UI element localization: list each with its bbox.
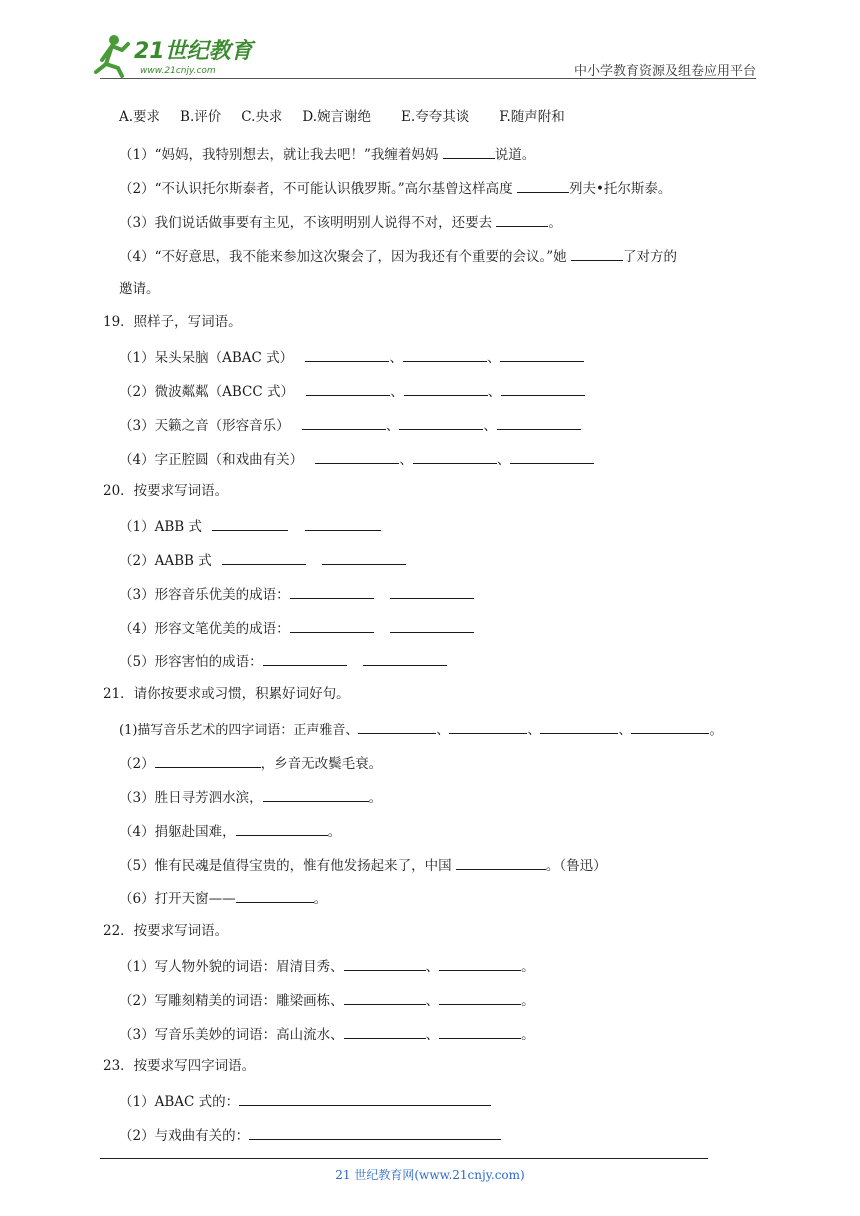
answer-blank[interactable] [344, 1024, 426, 1039]
q18-sentence-4: （4）“不好意思，我不能来参加这次聚会了，因为我还有个重要的会议。”她 了对方的 [119, 246, 677, 266]
page-header [0, 0, 860, 80]
q20-item-4: （4）形容文笔优美的成语： [119, 618, 474, 638]
q19-item-1: （1）呆头呆脑（ABAC 式） 、 、 [119, 347, 584, 367]
answer-blank[interactable] [305, 347, 389, 362]
answer-blank[interactable] [306, 381, 390, 396]
options-line [119, 108, 565, 126]
answer-blank[interactable] [439, 1024, 521, 1039]
q21-title: 21．请你按要求或习惯，积累好词好句。 [103, 686, 350, 702]
platform-name: 中小学教育资源及组卷应用平台 [573, 64, 756, 79]
answer-blank[interactable] [236, 888, 314, 903]
answer-blank[interactable] [631, 719, 709, 734]
q20-item-5: （5）形容害怕的成语： [119, 651, 447, 671]
q21-item-5: （5）惟有民魂是值得宝贵的，惟有他发扬起来了，中国 。（鲁迅） [119, 855, 607, 875]
footer-divider [100, 1158, 708, 1159]
answer-blank[interactable] [413, 449, 497, 464]
answer-blank[interactable] [449, 719, 527, 734]
q22-item-2: （2）写雕刻精美的词语：雕梁画栋、 、 。 [119, 990, 535, 1010]
q20-item-2: （2）AABB 式 [119, 550, 406, 570]
answer-blank[interactable] [363, 651, 447, 666]
q21-item-4: （4）捐躯赴国难， 。 [119, 821, 341, 841]
q18-sentence-1: （1）“妈妈，我特别想去，就让我去吧！”我缠着妈妈 说道。 [119, 144, 535, 164]
logo-main-text: 21世纪教育 [134, 39, 253, 64]
answer-blank[interactable] [439, 990, 521, 1005]
option-f: F.随声附和 [499, 109, 565, 125]
answer-blank[interactable] [290, 618, 374, 633]
answer-blank[interactable] [404, 381, 488, 396]
q19-item-2: （2）微波粼粼（ABCC 式） 、 、 [119, 381, 585, 401]
q21-item-6: （6）打开天窗—— 。 [119, 888, 327, 908]
option-c: C.央求 [241, 109, 283, 125]
option-a: A.要求 [119, 109, 161, 125]
q20-item-3: （3）形容音乐优美的成语： [119, 584, 474, 604]
header-divider [100, 78, 756, 79]
q22-item-3: （3）写音乐美妙的词语：高山流水、 、 。 [119, 1024, 535, 1044]
answer-blank[interactable] [263, 787, 369, 802]
answer-blank[interactable] [358, 719, 436, 734]
option-d: D.婉言谢绝 [302, 109, 372, 125]
answer-blank[interactable] [496, 212, 548, 227]
q23-item-2: （2）与戏曲有关的： [119, 1125, 501, 1145]
answer-blank[interactable] [222, 550, 306, 565]
answer-blank[interactable] [510, 449, 594, 464]
q18-sentence-4-cont: 邀请。 [119, 281, 160, 297]
q23-title: 23．按要求写四字词语。 [103, 1058, 256, 1074]
q21-item-3: （3）胜日寻芳泗水滨， 。 [119, 787, 382, 807]
answer-blank[interactable] [403, 347, 487, 362]
answer-blank[interactable] [315, 449, 399, 464]
answer-blank[interactable] [155, 753, 261, 768]
answer-blank[interactable] [540, 719, 618, 734]
answer-blank[interactable] [501, 381, 585, 396]
answer-blank[interactable] [497, 415, 581, 430]
q18-sentence-2: （2）“不认识托尔斯泰者，不可能认识俄罗斯。”高尔基曾这样高度 列夫•托尔斯泰。 [119, 178, 671, 198]
answer-blank[interactable] [456, 855, 546, 870]
option-b: B.评价 [180, 109, 222, 125]
answer-blank[interactable] [322, 550, 406, 565]
q21-item-2: （2） ，乡音无改鬓毛衰。 [119, 753, 382, 773]
q23-item-1: （1）ABAC 式的： [119, 1091, 491, 1111]
q19-item-4: （4）字正腔圆（和戏曲有关） 、 、 [119, 449, 594, 469]
answer-blank[interactable] [344, 990, 426, 1005]
answer-blank[interactable] [212, 516, 288, 531]
q18-sentence-3: （3）我们说话做事要有主见，不该明明别人说得不对，还要去 。 [119, 212, 562, 232]
answer-blank[interactable] [390, 584, 474, 599]
logo-icon [92, 30, 262, 80]
answer-blank[interactable] [302, 415, 386, 430]
answer-blank[interactable] [290, 584, 374, 599]
footer-link[interactable]: 21 世纪教育网(www.21cnjy.com) [335, 1168, 525, 1182]
answer-blank[interactable] [390, 618, 474, 633]
answer-blank[interactable] [305, 516, 381, 531]
answer-blank[interactable] [443, 144, 495, 159]
answer-blank[interactable] [239, 1091, 491, 1106]
answer-blank[interactable] [399, 415, 483, 430]
answer-blank[interactable] [249, 1125, 501, 1140]
answer-blank[interactable] [571, 246, 623, 261]
q22-title: 22．按要求写词语。 [103, 923, 229, 939]
answer-blank[interactable] [517, 178, 569, 193]
q20-title: 20．按要求写词语。 [103, 483, 229, 499]
q21-item-1: (1)描写音乐艺术的四字词语：正声雅音、 、 、 、 。 [119, 719, 722, 740]
answer-blank[interactable] [263, 651, 347, 666]
q20-item-1: （1）ABB 式 [119, 516, 381, 536]
option-e: E.夸夸其谈 [401, 109, 470, 125]
answer-blank[interactable] [344, 956, 426, 971]
q22-item-1: （1）写人物外貌的词语：眉清目秀、 、 。 [119, 956, 535, 976]
answer-blank[interactable] [439, 956, 521, 971]
q19-item-3: （3）天籁之音（形容音乐） 、 、 [119, 415, 581, 435]
answer-blank[interactable] [500, 347, 584, 362]
q19-title: 19．照样子，写词语。 [103, 314, 242, 330]
answer-blank[interactable] [236, 821, 328, 836]
logo-url-text: www.21cnjy.com [140, 66, 216, 76]
